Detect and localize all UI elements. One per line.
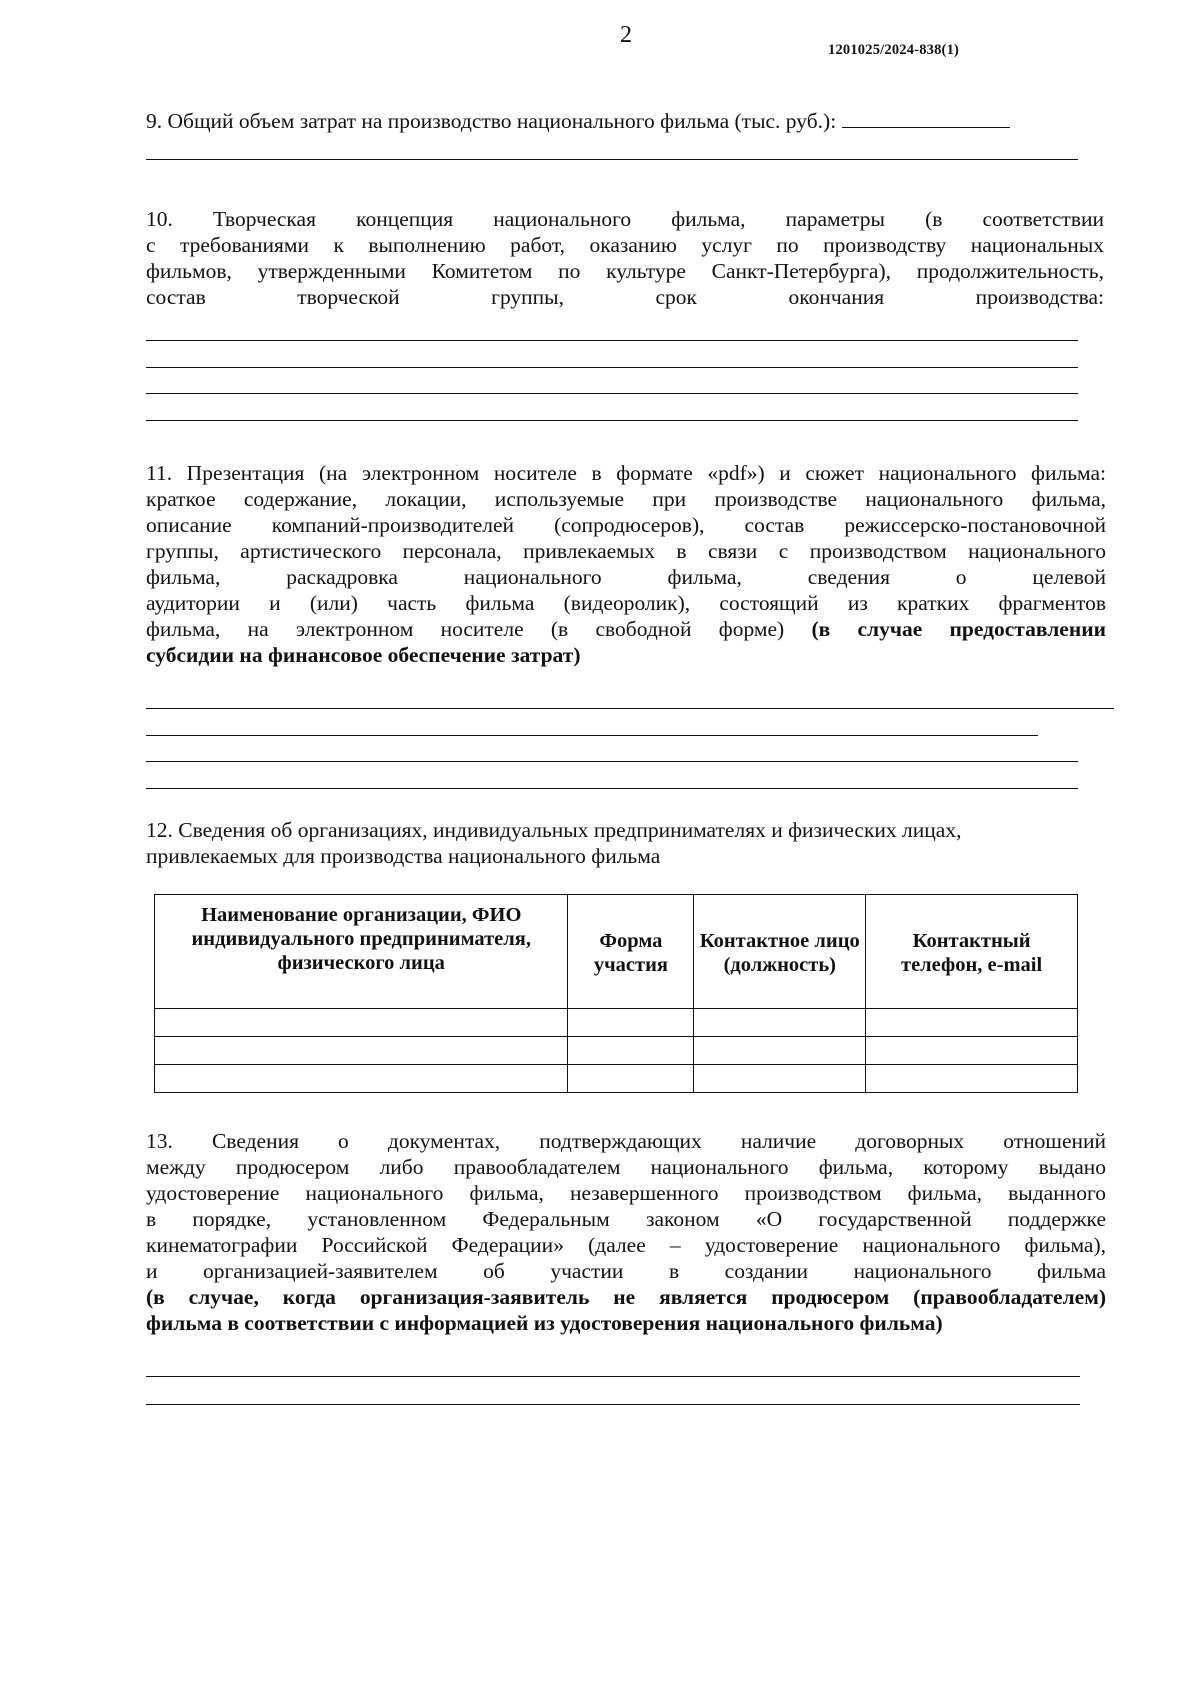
section-10-line: 10. Творческая концепция национального фильма, параметры (в соответствии xyxy=(146,207,1104,231)
column-header-organization: Наименование организации, ФИО индивидуального предпринимателя, физического лица xyxy=(155,895,568,1009)
section-13 xyxy=(146,1128,1106,1336)
table-row xyxy=(155,1009,1078,1037)
section-11-line: группы, артистического персонала, привлекаемых в связи с производством национального xyxy=(146,539,1106,563)
table-cell[interactable] xyxy=(568,1009,694,1037)
section-13-bold-line: (в случае, когда организация-заявитель не является продюсером (правообладателем) xyxy=(146,1285,1106,1309)
section-10-answer-line[interactable] xyxy=(146,393,1078,394)
column-header-contact-phone: Контактный телефон, e-mail xyxy=(866,895,1078,1009)
section-11-answer-line[interactable] xyxy=(146,788,1078,789)
table-cell[interactable] xyxy=(866,1009,1078,1037)
section-10-answer-line[interactable] xyxy=(146,367,1078,368)
section-9-text: 9. Общий объем затрат на производство национального фильма (тыс. руб.): xyxy=(146,109,837,133)
table-row xyxy=(155,1065,1078,1093)
table-row xyxy=(155,1037,1078,1065)
participants-table xyxy=(154,894,1078,1093)
table-cell[interactable] xyxy=(694,1065,866,1093)
section-12-line: 12. Сведения об организациях, индивидуальных предпринимателях и физических лицах, xyxy=(146,818,962,842)
section-10-line: фильмов, утвержденными Комитетом по культуре Санкт-Петербурга), продолжительность, xyxy=(146,259,1104,283)
section-11-line xyxy=(146,616,1106,642)
table-header-row xyxy=(155,895,1078,1009)
section-10-answer-line[interactable] xyxy=(146,340,1078,341)
table-cell[interactable] xyxy=(155,1065,568,1093)
section-13-line: кинематографии Российской Федерации» (далее – удостоверение национального фильма), xyxy=(146,1233,1106,1257)
section-9 xyxy=(146,108,1104,134)
section-11-line-plain: фильма, на электронном носителе (в свободной форме) xyxy=(146,617,812,641)
section-10 xyxy=(146,206,1104,310)
section-13-line: удостоверение национального фильма, незавершенного производством фильма, выданного xyxy=(146,1181,1106,1205)
section-9-answer-line[interactable] xyxy=(146,159,1078,160)
total-cost-field[interactable] xyxy=(842,109,1010,128)
section-11-line: краткое содержание, локации, используемые при производстве национального фильма, xyxy=(146,487,1106,511)
column-header-participation-form: Форма участия xyxy=(568,895,694,1009)
section-10-line: состав творческой группы, срок окончания производства: xyxy=(146,285,1104,309)
table-cell[interactable] xyxy=(694,1009,866,1037)
page-number: 2 xyxy=(620,22,632,48)
section-11-answer-line[interactable] xyxy=(146,761,1078,762)
column-header-contact-person: Контактное лицо (должность) xyxy=(694,895,866,1009)
table-cell[interactable] xyxy=(155,1037,568,1065)
section-11-line: аудитории и (или) часть фильма (видеоролик), состоящий из кратких фрагментов xyxy=(146,591,1106,615)
section-11-answer-line[interactable] xyxy=(146,708,1114,709)
section-13-bold-line: фильма в соответствии с информацией из удостоверения национального фильма) xyxy=(146,1311,943,1335)
table-cell[interactable] xyxy=(866,1065,1078,1093)
table-cell[interactable] xyxy=(155,1009,568,1037)
section-13-answer-line[interactable] xyxy=(146,1404,1080,1405)
section-11-line: описание компаний-производителей (сопродюсеров), состав режиссерско-постановочной xyxy=(146,513,1106,537)
section-10-line: с требованиями к выполнению работ, оказанию услуг по производству национальных xyxy=(146,233,1104,257)
document-code: 1201025/2024-838(1) xyxy=(828,42,960,58)
table-cell[interactable] xyxy=(568,1037,694,1065)
section-12-line: привлекаемых для производства национального фильма xyxy=(146,844,661,868)
section-13-answer-line[interactable] xyxy=(146,1376,1080,1377)
section-13-line: и организацией-заявителем об участии в создании национального фильма xyxy=(146,1259,1106,1283)
section-11 xyxy=(146,460,1106,668)
section-11-line-bold: (в случае предоставлении xyxy=(811,617,1106,641)
section-11-answer-line[interactable] xyxy=(146,735,1038,736)
section-13-line: между продюсером либо правообладателем национального фильма, которому выдано xyxy=(146,1155,1106,1179)
table-cell[interactable] xyxy=(568,1065,694,1093)
section-11-line: 11. Презентация (на электронном носителе в формате «pdf») и сюжет национального фильма: xyxy=(146,461,1106,485)
section-10-answer-line[interactable] xyxy=(146,420,1078,421)
section-13-line: 13. Сведения о документах, подтверждающих наличие договорных отношений xyxy=(146,1129,1106,1153)
section-11-line: фильма, раскадровка национального фильма, сведения о целевой xyxy=(146,565,1106,589)
table-cell[interactable] xyxy=(694,1037,866,1065)
table-cell[interactable] xyxy=(866,1037,1078,1065)
section-12 xyxy=(146,817,1106,869)
section-13-line: в порядке, установленном Федеральным законом «О государственной поддержке xyxy=(146,1207,1106,1231)
section-11-bold-line: субсидии на финансовое обеспечение затрат) xyxy=(146,643,581,667)
